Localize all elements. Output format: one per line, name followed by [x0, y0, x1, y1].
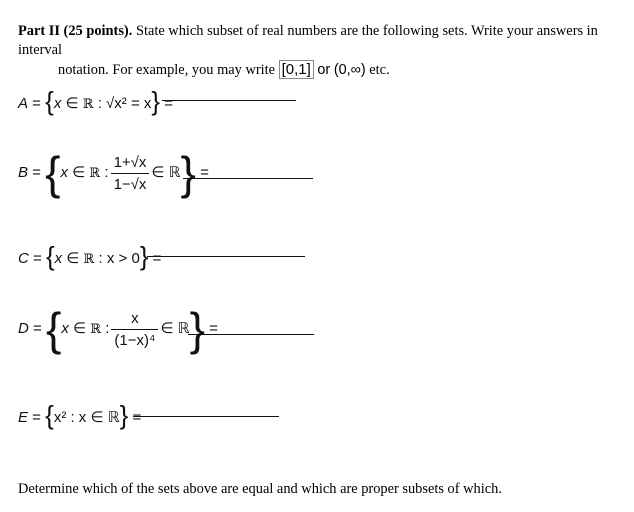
- open-brace: {: [45, 303, 62, 355]
- answer-blank-c[interactable]: [147, 256, 305, 257]
- part-heading: Part II (25 points).: [18, 23, 133, 39]
- answer-blank-d[interactable]: [188, 334, 314, 335]
- open-brace: {: [45, 241, 55, 271]
- answer-blank-a[interactable]: [162, 100, 296, 101]
- set-b-definition: B = {x ∈ ℝ : $\frac{1+√x}{1-√x}$ ∈ ℝ} =: [18, 147, 209, 199]
- set-a-condition: √x² = x: [106, 95, 152, 112]
- set-e-condition: x² : x ∈ ℝ: [53, 409, 120, 426]
- answer-blank-e[interactable]: [133, 416, 279, 417]
- set-c-condition: x > 0: [106, 250, 140, 267]
- set-e-definition: E = {x² : x ∈ ℝ} =: [18, 400, 142, 430]
- close-brace: }: [119, 400, 129, 430]
- set-c-definition: C = {x ∈ ℝ : x > 0} =: [18, 241, 162, 271]
- open-brace: {: [45, 147, 61, 199]
- set-b-fraction: $\frac{1+√x}{1-√x}$: [111, 154, 150, 193]
- instructions: [18, 22, 618, 80]
- closing-instruction: Determine which of the sets above are equal and which are proper subsets of which.: [18, 481, 502, 497]
- answer-blank-b[interactable]: [183, 178, 313, 179]
- instruction-line-1: State which subset of real numbers are the following sets. Write your answers in interval: [18, 23, 598, 58]
- close-brace: }: [180, 147, 196, 199]
- set-d-definition: D = {x ∈ ℝ : $\frac{x}{\text{(1−x)⁴}}$ ∈ ℝ} =: [18, 303, 218, 355]
- close-brace: }: [139, 241, 149, 271]
- close-brace: }: [189, 303, 205, 355]
- set-d-fraction: $\frac{x}{\text{(1−x)⁴}}$: [111, 310, 158, 349]
- example-interval-closed: [0,1]: [279, 60, 314, 79]
- close-brace: }: [151, 86, 161, 116]
- instruction-line-2: notation. For example, you may write [0,1] or (0,∞) etc.: [58, 61, 390, 78]
- open-brace: {: [45, 86, 54, 116]
- open-brace: {: [45, 400, 54, 430]
- set-a-definition: A = {x ∈ ℝ : √x² = x} =: [18, 86, 173, 116]
- example-interval-open: (0,∞): [333, 62, 366, 78]
